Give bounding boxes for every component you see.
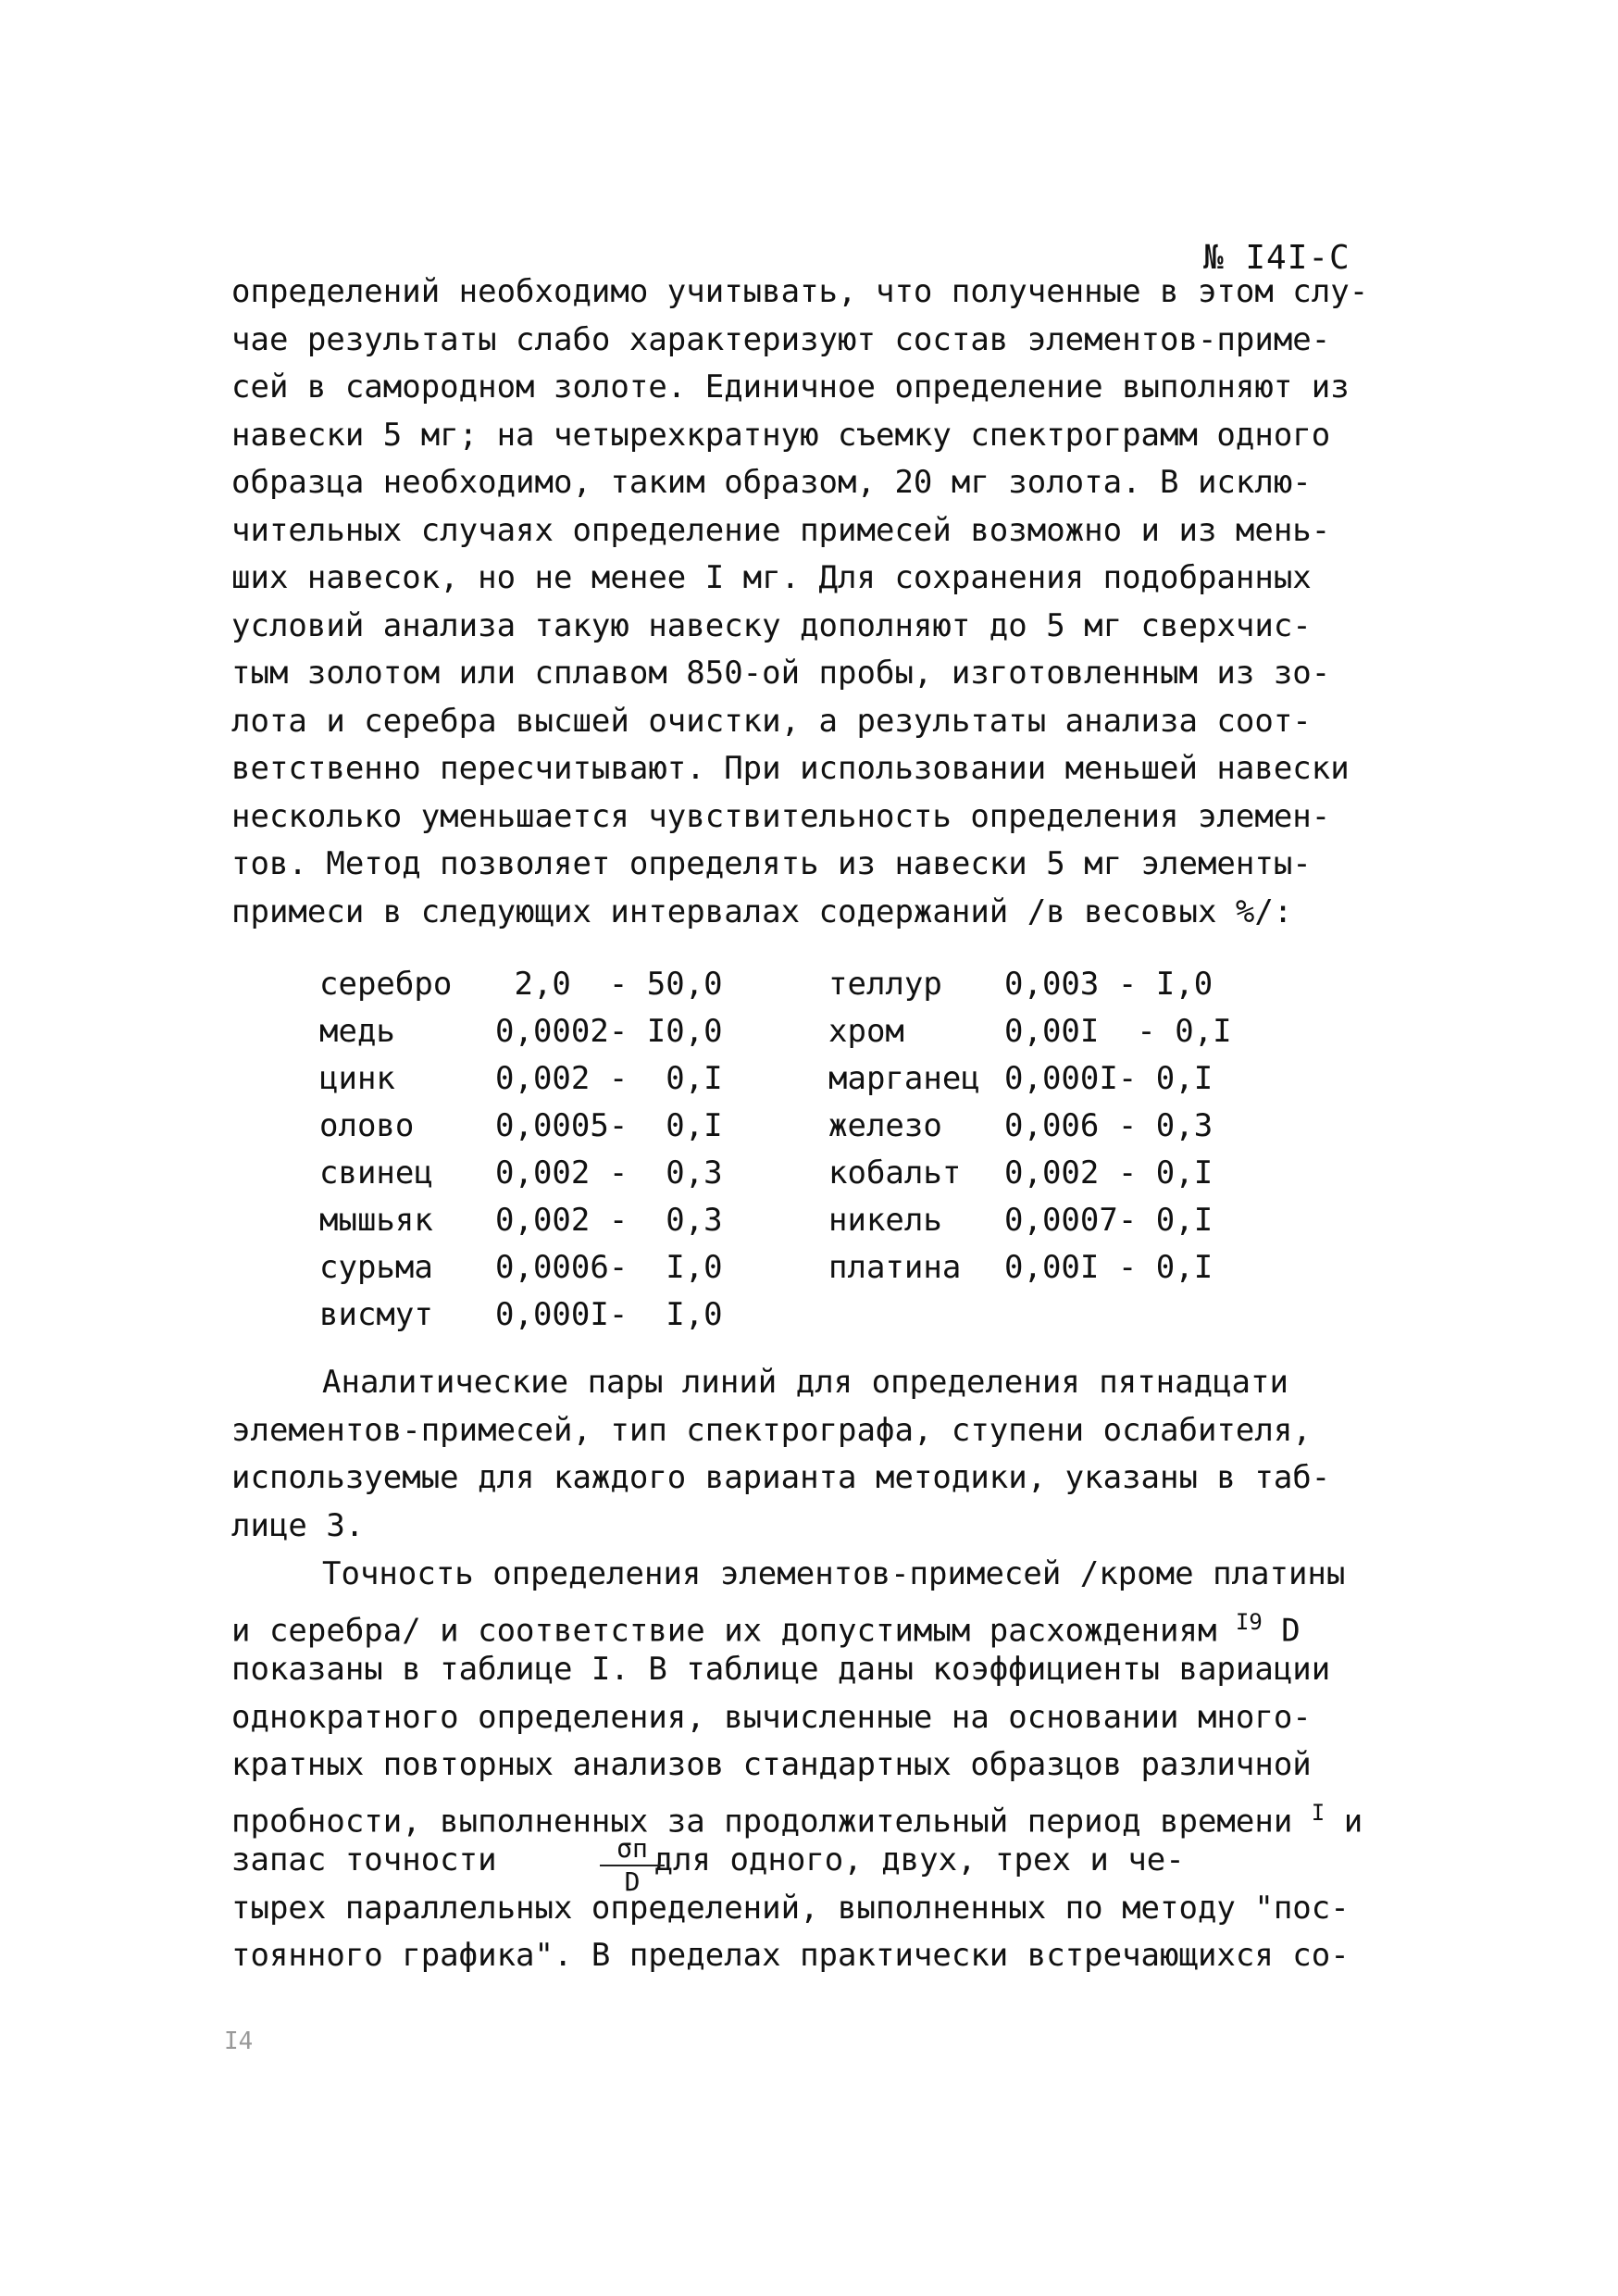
- element-name: медь: [319, 1013, 395, 1050]
- text-line: тым золотом или сплавом 850-ой пробы, изготовленным из зо-: [231, 655, 1331, 692]
- text-segment: и серебра/ и соответствие их допустимым расхождениям: [231, 1611, 1236, 1649]
- text-line: тырех параллельных определений, выполненных по методу "пос-: [231, 1889, 1350, 1927]
- element-range: 0,006 - 0,3: [1004, 1107, 1214, 1144]
- text-line: кратных повторных анализов стандартных образцов различной: [231, 1746, 1312, 1783]
- element-range: 0,002 - 0,I: [1004, 1154, 1214, 1192]
- element-range: 0,000I- 0,I: [1004, 1060, 1214, 1097]
- text-line: Точность определения элементов-примесей /кроме платины: [322, 1555, 1346, 1592]
- text-segment: пробности, выполненных за продолжительный период времени: [231, 1802, 1312, 1840]
- text-line: условий анализа такую навеску дополняют до 5 мг сверхчис-: [231, 606, 1312, 644]
- text-segment: для одного, двух, трех и че-: [653, 1841, 1185, 1878]
- element-name: марганец: [828, 1060, 980, 1097]
- element-range: 0,002 - 0,3: [495, 1202, 723, 1239]
- element-range: 0,00I - 0,I: [1004, 1013, 1232, 1050]
- element-name: мышьяк: [319, 1202, 433, 1239]
- paragraph-intro: [231, 268, 1370, 936]
- reference-superscript: I: [1311, 1799, 1326, 1826]
- element-name: хром: [828, 1013, 904, 1050]
- element-range: 0,00I - 0,I: [1004, 1249, 1214, 1286]
- table-row: [319, 1008, 1282, 1055]
- table-row: [319, 1292, 1282, 1339]
- text-line: [231, 1790, 1370, 1838]
- text-line: лице 3.: [231, 1506, 365, 1544]
- text-line: чительных случаях определение примесей возможно и из мень-: [231, 511, 1331, 549]
- element-range: 0,002 - 0,I: [495, 1060, 723, 1097]
- element-name: никель: [828, 1202, 942, 1239]
- text-line: [231, 1837, 1370, 1885]
- element-name: серебро: [319, 966, 453, 1003]
- text-line: сей в самородном золоте. Единичное определение выполняют из: [231, 368, 1350, 406]
- text-line: примеси в следующих интервалах содержаний /в весовых %/:: [231, 892, 1293, 930]
- text-line: чае результаты слабо характеризуют состав элементов-приме-: [231, 320, 1331, 358]
- text-segment: D: [1262, 1611, 1301, 1649]
- element-name: [828, 1292, 1004, 1339]
- text-segment: и: [1325, 1802, 1363, 1840]
- element-range: 0,0007- 0,I: [1004, 1202, 1214, 1239]
- element-name: свинец: [319, 1154, 433, 1192]
- table-row: [319, 1103, 1282, 1150]
- paragraph-accuracy: [231, 1551, 1370, 1980]
- element-range: [1004, 1292, 1282, 1339]
- table-row: [319, 1055, 1282, 1103]
- fraction-sigma-over-d: [600, 1833, 665, 1898]
- text-line: однократного определения, вычисленные на основании много-: [231, 1698, 1312, 1736]
- text-line: навески 5 мг; на четырехкратную съемку спектрограмм одного: [231, 416, 1331, 454]
- text-line: используемые для каждого варианта методики, указаны в таб-: [231, 1459, 1331, 1496]
- table-row: [319, 1197, 1282, 1244]
- text-line: образца необходимо, таким образом, 20 мг золота. В исклю-: [231, 464, 1312, 501]
- element-name: железо: [828, 1107, 942, 1144]
- table-row: [319, 1244, 1282, 1292]
- element-name: теллур: [828, 966, 942, 1003]
- text-line: тов. Метод позволяет определять из навески 5 мг элементы-: [231, 845, 1312, 882]
- element-name: висмут: [319, 1296, 433, 1333]
- page-number: I4: [224, 2028, 254, 2055]
- element-range: 0,0005- 0,I: [495, 1107, 723, 1144]
- paragraph-analytical-pairs: [231, 1359, 1370, 1550]
- text-line: тоянного графика". В пределах практически встречающихся со-: [231, 1937, 1350, 1974]
- element-range: 0,0006- I,0: [495, 1249, 723, 1286]
- text-line: лота и серебра высшей очистки, а результаты анализа соот-: [231, 702, 1312, 740]
- fraction-denominator: D: [624, 1866, 641, 1897]
- table-row: [319, 1150, 1282, 1197]
- element-name: цинк: [319, 1060, 395, 1097]
- element-range: 2,0 - 50,0: [495, 966, 723, 1003]
- table-row: [319, 961, 1282, 1008]
- text-line: [231, 1599, 1370, 1647]
- element-range-table: [319, 961, 1282, 1339]
- element-name: кобальт: [828, 1154, 962, 1192]
- fraction-numerator: σп: [600, 1833, 665, 1866]
- element-range: 0,003 - I,0: [1004, 966, 1214, 1003]
- document-number: № I4I-C: [1203, 239, 1350, 277]
- element-name: сурьма: [319, 1249, 433, 1286]
- text-line: определений необходимо учитывать, что полученные в этом слу-: [231, 273, 1369, 310]
- text-line: показаны в таблице I. В таблице даны коэффициенты вариации: [231, 1651, 1331, 1688]
- text-line: ших навесок, но не менее I мг. Для сохранения подобранных: [231, 559, 1312, 596]
- text-line: ветственно пересчитывают. При использовании меньшей навески: [231, 750, 1350, 787]
- text-line: несколько уменьшается чувствительность определения элемен-: [231, 797, 1331, 835]
- element-name: олово: [319, 1107, 415, 1144]
- reference-superscript: I9: [1235, 1608, 1263, 1635]
- element-range: 0,000I- I,0: [495, 1296, 723, 1333]
- element-range: 0,0002- I0,0: [495, 1013, 723, 1050]
- element-name: платина: [828, 1249, 962, 1286]
- text-line: Аналитические пары линий для определения пятнадцати: [322, 1364, 1288, 1401]
- element-range: 0,002 - 0,3: [495, 1154, 723, 1192]
- text-line: элементов-примесей, тип спектрографа, ступени ослабителя,: [231, 1411, 1312, 1449]
- text-segment: запас точности: [231, 1841, 497, 1878]
